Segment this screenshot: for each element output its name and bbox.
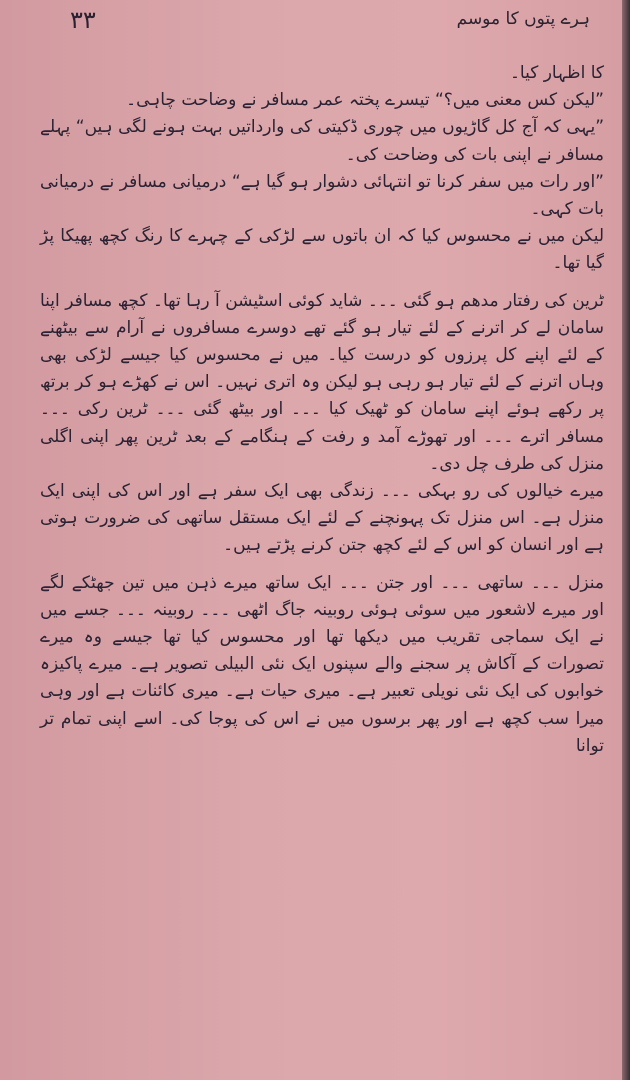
- paragraph: منزل ۔۔۔ ساتھی ۔۔۔ اور جتن ۔۔۔ ایک ساتھ میرے ذہن میں تین جھٹکے لگے اور میرے لاشعور میں سوئی ہوئی روبینہ جاگ اٹھی ۔۔۔ روبینہ ۔۔۔ جسے میں نے ایک سماجی تقریب میں دیکھا تھا اور محسوس کیا تھا جیسے وہ میرے تصورات کے آکاش پر سجنے والے سپنوں ایک نئی البیلی تصویر ہے۔ میرے پاکیزہ خوابوں کی ایک نئی نویلی تعبیر ہے۔ میری حیات ہے۔ میری کائنات ہے اور وہی میرا سب کچھ ہے اور پھر برسوں میں نے اس کی پوجا کی۔ اسے اپنی تمام تر توانا: [40, 572, 604, 756]
- paragraph: ”یہی کہ آج کل گاڑیوں میں چوری ڈکیتی کی وارداتیں بہت ہونے لگی ہیں“ پہلے مسافر نے اپنی بات کی وضاحت کی۔: [40, 117, 604, 165]
- running-title: ہرے پتوں کا موسم: [456, 9, 590, 29]
- page-number: ۳۳: [70, 6, 96, 34]
- page-header: [0, 6, 622, 40]
- paragraph: میرے خیالوں کی رو بہکی ۔۔۔ زندگی بھی ایک سفر ہے اور اس کی اپنی ایک منزل ہے۔ اس منزل تک پہونچنے کے لئے ایک مستقل ساتھی کی ضرورت ہوتی ہے اور انسان کو اس کے لئے کچھ جتن کرنے پڑتے ہیں۔: [40, 481, 604, 556]
- paragraph: ٹرین کی رفتار مدھم ہو گئی ۔۔۔ شاید کوئی اسٹیشن آ رہا تھا۔ کچھ مسافر اپنا سامان لے کر اترنے کے لئے تیار ہو گئے تھے دوسرے مسافروں نے آرام سے بیٹھنے کے لئے اپنے کل پرزوں کو درست کیا۔ میں نے محسوس کیا جیسے لڑکی بھی وہاں اترنے کے لئے تیار ہو رہی ہو لیکن وہ اتری نہیں۔ اس نے کھڑے ہو کر برتھ پر رکھے ہوئے اپنے سامان کو ٹھیک کیا ۔۔۔ اور بیٹھ گئی ۔۔۔ ٹرین رکی ۔۔۔ مسافر اترے ۔۔۔ اور تھوڑے آمد و رفت کے ہنگامے کے بعد ٹرین پھر اپنی اگلی منزل کی طرف چل دی۔: [40, 290, 604, 474]
- paragraph: کا اظہار کیا۔: [509, 63, 604, 83]
- body-text: [40, 60, 604, 1072]
- page-edge-shadow: [622, 0, 630, 1080]
- paragraph: لیکن میں نے محسوس کیا کہ ان باتوں سے لڑکی کے چہرے کا رنگ کچھ پھیکا پڑ گیا تھا۔: [40, 226, 604, 274]
- paragraph: ”لیکن کس معنی میں؟“ تیسرے پختہ عمر مسافر نے وضاحت چاہی۔: [126, 90, 604, 111]
- paragraph: ”اور رات میں سفر کرنا تو انتہائی دشوار ہو گیا ہے“ درمیانی مسافر نے درمیانی بات کہی۔: [40, 171, 604, 220]
